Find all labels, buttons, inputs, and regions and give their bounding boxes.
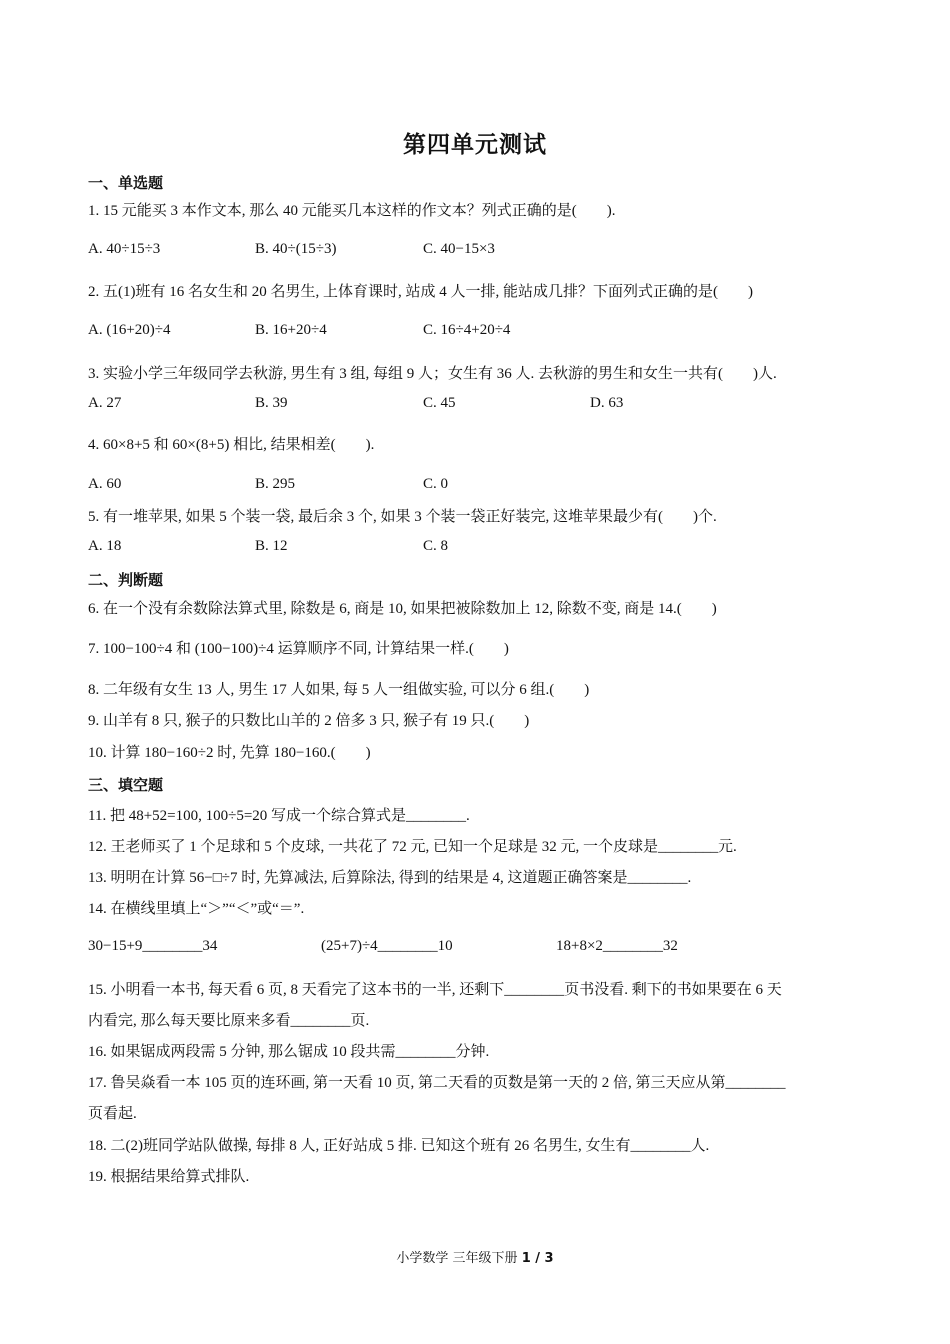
section-heading-single-choice: 一、单选题 <box>88 174 164 192</box>
option-b: B. 295 <box>255 476 296 492</box>
question-2-options <box>88 322 868 344</box>
option-c: C. 16÷4+20÷4 <box>423 322 511 338</box>
question-12: 12. 王老师买了 1 个足球和 5 个皮球, 一共花了 72 元, 已知一个足球是 32 元, 一个皮球是________元. <box>88 839 737 855</box>
option-d: D. 63 <box>590 395 624 411</box>
option-a: A. 18 <box>88 538 122 554</box>
question-17-line-2: 页看起. <box>88 1106 137 1122</box>
option-a: A. (16+20)÷4 <box>88 322 171 338</box>
section-heading-fill-in: 三、填空题 <box>88 776 164 794</box>
question-15-line-1: 15. 小明看一本书, 每天看 6 页, 8 天看完了这本书的一半, 还剩下________页书没看. 剩下的书如果要在 6 天 <box>88 982 782 998</box>
page-title: 第四单元测试 <box>403 132 547 158</box>
question-6: 6. 在一个没有余数除法算式里, 除数是 6, 商是 10, 如果把被除数加上 12, 除数不变, 商是 14.( ) <box>88 601 717 617</box>
question-5-options <box>88 538 868 560</box>
option-b: B. 16+20÷4 <box>255 322 327 338</box>
question-3: 3. 实验小学三年级同学去秋游, 男生有 3 组, 每组 9 人；女生有 36 人. 去秋游的男生和女生一共有( )人. <box>88 366 777 382</box>
question-19: 19. 根据结果给算式排队. <box>88 1169 250 1185</box>
question-2: 2. 五(1)班有 16 名女生和 20 名男生, 上体育课时, 站成 4 人一排, 能站成几排？下面列式正确的是( ) <box>88 284 753 300</box>
option-a: A. 27 <box>88 395 122 411</box>
section-heading-true-false: 二、判断题 <box>88 571 164 589</box>
question-18: 18. 二(2)班同学站队做操, 每排 8 人, 正好站成 5 排. 已知这个班有 26 名男生, 女生有________人. <box>88 1138 710 1154</box>
option-a: A. 60 <box>88 476 122 492</box>
option-b: B. 12 <box>255 538 288 554</box>
question-4: 4. 60×8+5 和 60×(8+5) 相比, 结果相差( ). <box>88 437 375 453</box>
comparison-item: 30−15+9________34 <box>88 938 218 954</box>
question-4-options <box>88 476 868 498</box>
option-c: C. 8 <box>423 538 449 554</box>
question-7: 7. 100−100÷4 和 (100−100)÷4 运算顺序不同, 计算结果一样.( ) <box>88 641 509 657</box>
comparison-item: 18+8×2________32 <box>556 938 678 954</box>
page-number: 1 / 3 <box>521 1251 554 1266</box>
question-1: 1. 15 元能买 3 本作文本, 那么 40 元能买几本这样的作文本？列式正确的是( ). <box>88 203 616 219</box>
question-14-comparisons <box>88 938 868 962</box>
question-8: 8. 二年级有女生 13 人, 男生 17 人如果, 每 5 人一组做实验, 可以分 6 组.( ) <box>88 682 590 698</box>
page-footer <box>0 1247 950 1266</box>
question-16: 16. 如果锯成两段需 5 分钟, 那么锯成 10 段共需________分钟. <box>88 1044 490 1060</box>
question-14: 14. 在横线里填上“＞”“＜”或“＝”. <box>88 901 305 917</box>
question-9: 9. 山羊有 8 只, 猴子的只数比山羊的 2 倍多 3 只, 猴子有 19 只.( ) <box>88 713 530 729</box>
footer-label: 小学数学 三年级下册 <box>396 1251 518 1266</box>
option-c: C. 45 <box>423 395 456 411</box>
question-5: 5. 有一堆苹果, 如果 5 个装一袋, 最后余 3 个, 如果 3 个装一袋正好装完, 这堆苹果最少有( )个. <box>88 509 717 525</box>
option-a: A. 40÷15÷3 <box>88 241 161 257</box>
question-13: 13. 明明在计算 56−□÷7 时, 先算减法, 后算除法, 得到的结果是 4, 这道题正确答案是________. <box>88 870 692 886</box>
option-b: B. 39 <box>255 395 288 411</box>
option-b: B. 40÷(15÷3) <box>255 241 337 257</box>
question-3-options <box>88 395 868 417</box>
question-15-line-2: 内看完, 那么每天要比原来多看________页. <box>88 1013 370 1029</box>
question-11: 11. 把 48+52=100, 100÷5=20 写成一个综合算式是________. <box>88 808 470 824</box>
comparison-item: (25+7)÷4________10 <box>321 938 453 954</box>
option-c: C. 0 <box>423 476 449 492</box>
question-17-line-1: 17. 鲁吴焱看一本 105 页的连环画, 第一天看 10 页, 第二天看的页数是第一天的 2 倍, 第三天应从第________ <box>88 1075 786 1091</box>
option-c: C. 40−15×3 <box>423 241 495 257</box>
question-1-options <box>88 241 868 263</box>
question-10: 10. 计算 180−160÷2 时, 先算 180−160.( ) <box>88 745 371 761</box>
